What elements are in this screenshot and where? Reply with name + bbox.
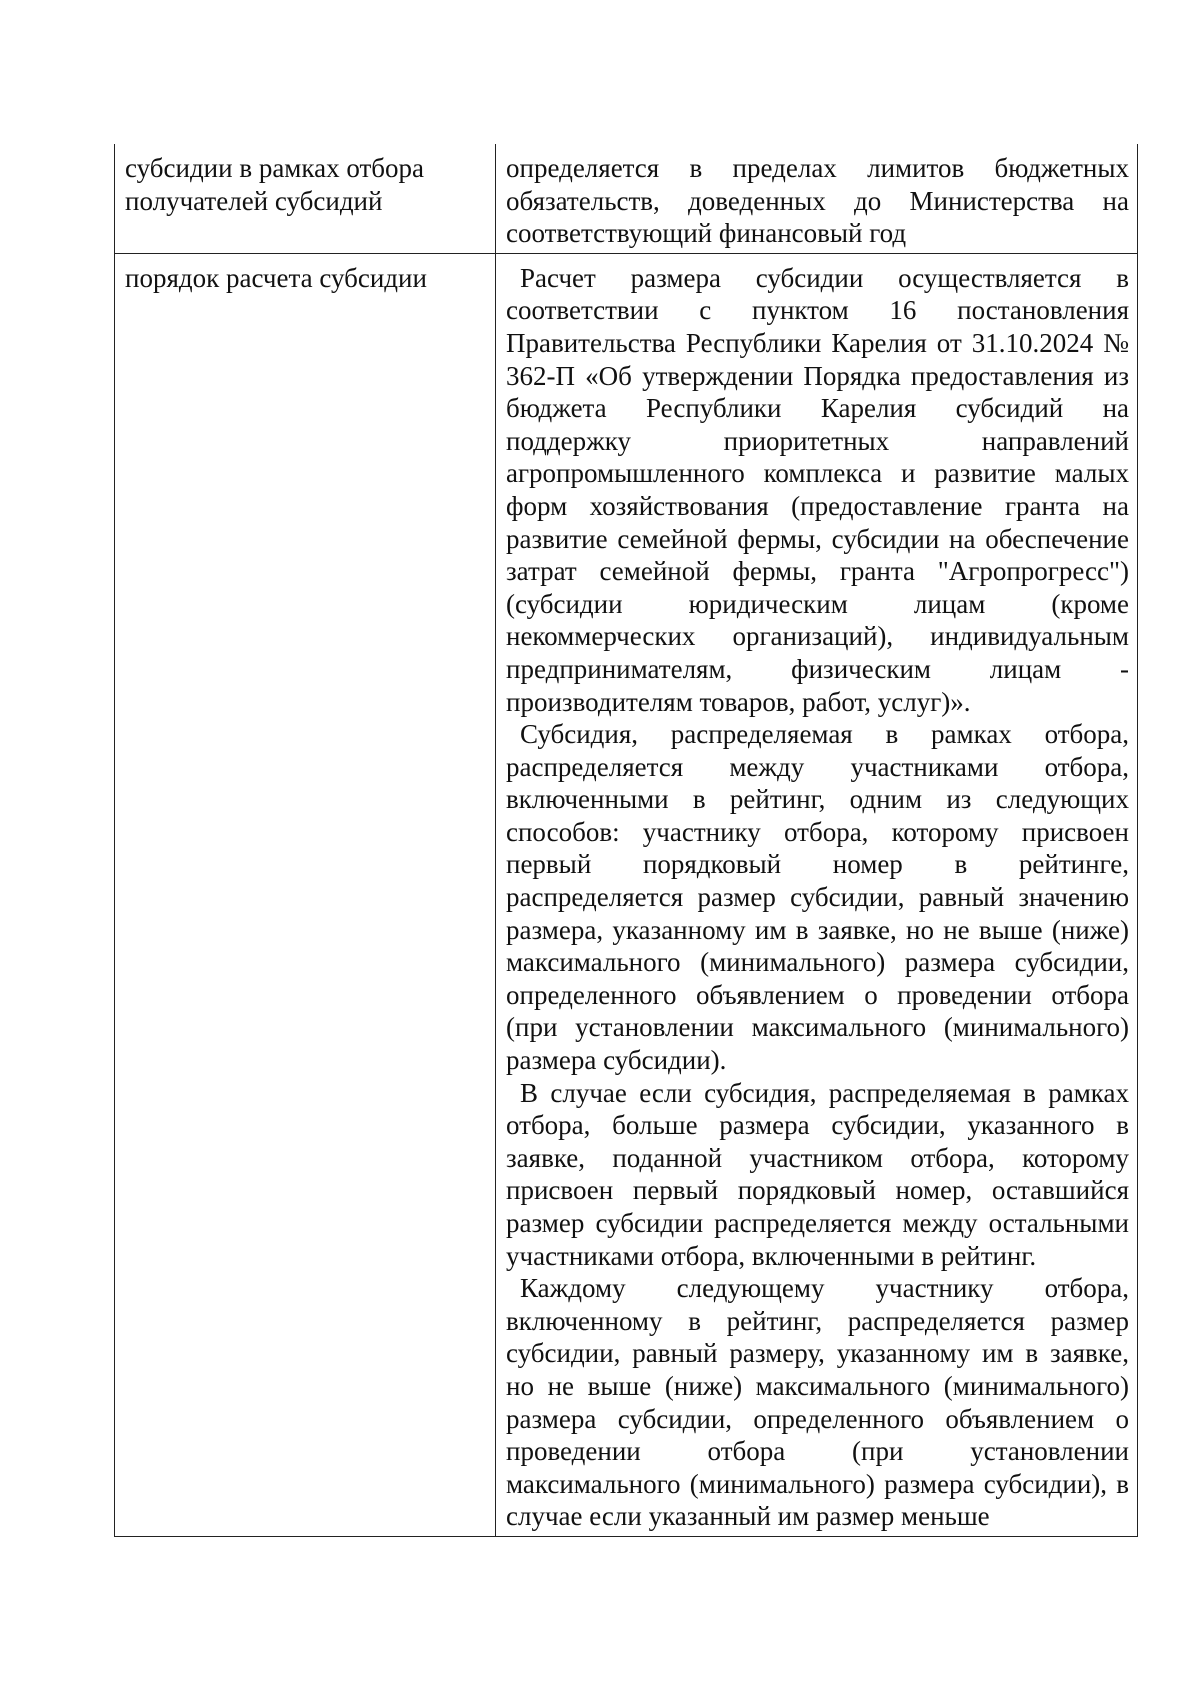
row-paragraph: Каждому следующему участнику отбора, включенному в рейтинг, распределяется размер субсидии, равный размеру, указанному им в заявке, но не выше (ниже) максимального (минимального) размера субсидии, определенного объявлением о проведении отбора (при установлении максимального (минимального) размера субсидии), в случае если указанный им размер меньше	[506, 1273, 1129, 1532]
row-content-cell	[496, 144, 1138, 253]
row-label-cell	[115, 253, 496, 1536]
row-content-cell	[496, 253, 1138, 1536]
row-paragraph: определяется в пределах лимитов бюджетных обязательств, доведенных до Министерства на соответствующий финансовый год	[506, 153, 1129, 249]
row-label-cell	[115, 144, 496, 253]
row-paragraph: Расчет размера субсидии осуществляется в соответствии с пунктом 16 постановления Правительства Республики Карелия от 31.10.2024 № 362-П «Об утверждении Порядка предоставления из бюджета Республики Карелия субсидий на поддержку приоритетных направлений агропромышленного комплекса и развитие малых форм хозяйствования (предоставление гранта на развитие семейной фермы, субсидии на обеспечение затрат семейной фермы, гранта "Агропрогресс") (субсидии юридическим лицам (кроме некоммерческих организаций), индивидуальным предпринимателям, физическим лицам - производителям товаров, работ, услуг)».	[506, 262, 1129, 717]
row-paragraph: Субсидия, распределяемая в рамках отбора, распределяется между участниками отбора, включенными в рейтинг, одним из следующих способов: участнику отбора, которому присвоен первый порядковый номер в рейтинге, распределяется размер субсидии, равный значению размера, указанному им в заявке, но не выше (ниже) максимального (минимального) размера субсидии, определенного объявлением о проведении отбора (при установлении максимального (минимального) размера субсидии).	[506, 719, 1129, 1076]
row-label: порядок расчета субсидии	[125, 262, 427, 293]
row-label: субсидии в рамках отбора получателей субсидий	[125, 153, 425, 216]
table-row	[115, 144, 1138, 253]
subsidy-table	[114, 144, 1138, 1537]
table-row	[115, 253, 1138, 1536]
row-paragraph: В случае если субсидия, распределяемая в рамках отбора, больше размера субсидии, указанного в заявке, поданной участником отбора, которому присвоен первый порядковый номер, оставшийся размер субсидии распределяется между остальными участниками отбора, включенными в рейтинг.	[506, 1077, 1129, 1271]
